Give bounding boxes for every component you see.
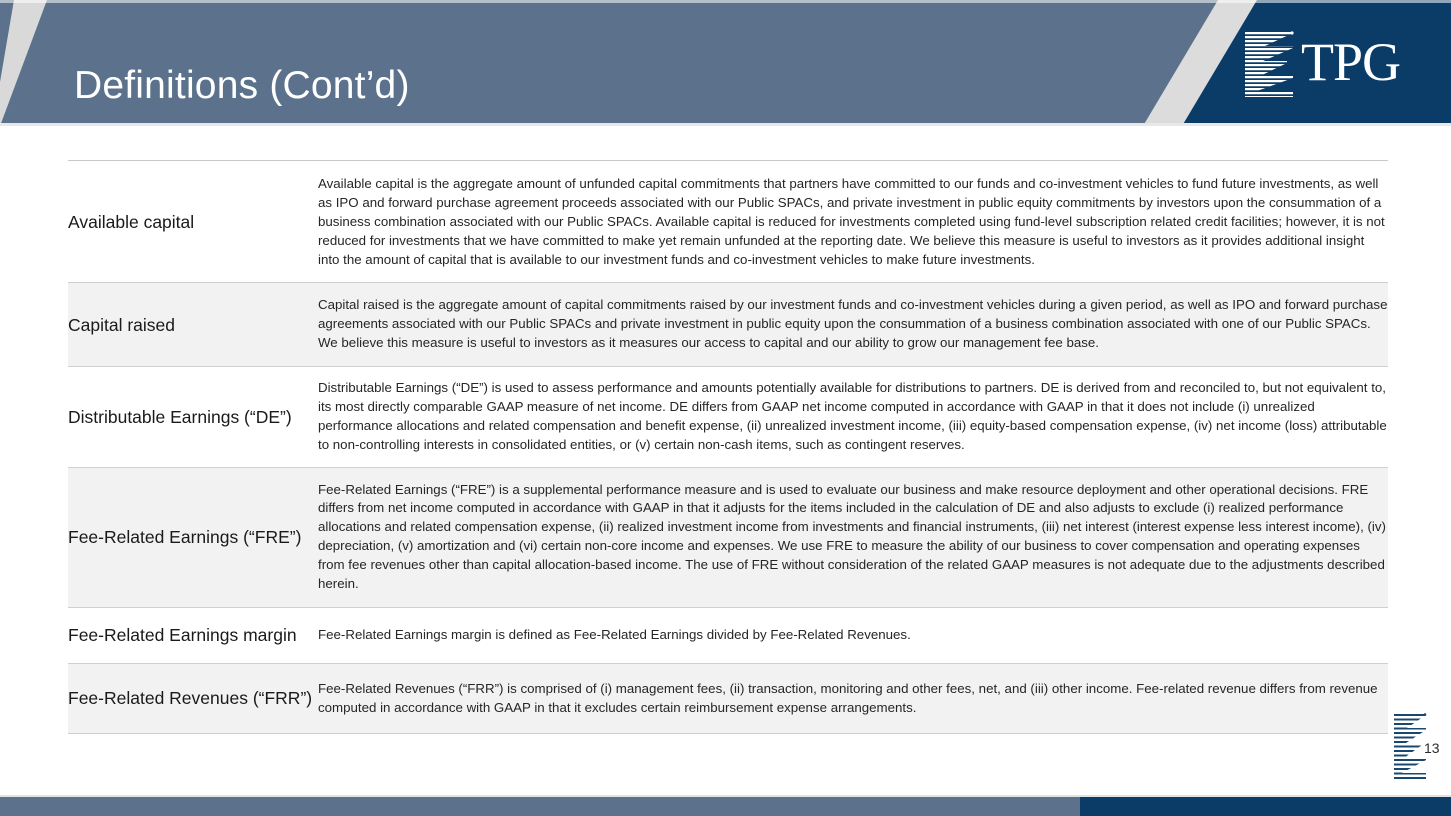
definition-term: Fee-Related Revenues (“FRR”) (68, 663, 318, 734)
definition-term: Capital raised (68, 283, 318, 367)
table-row (68, 367, 1388, 468)
page-title: Definitions (Cont’d) (74, 64, 410, 107)
footer-navy-band (1080, 795, 1451, 816)
tpg-logo (1243, 28, 1423, 100)
tpg-wordmark: TPG (1301, 32, 1401, 92)
tpg-striped-mark-icon (1243, 30, 1295, 98)
definition-text: Capital raised is the aggregate amount of capital commitments raised by our investment funds and co-investment vehicles during a given period, as well as IPO and forward purchase agreements associated with our Public SPACs and private investment in public equity upon the consummation of a business combination associated with one of our Public SPACs. We believe this measure is useful to investors as it measures our access to capital and our ability to grow our management fee base. (318, 283, 1388, 367)
definition-term: Available capital (68, 161, 318, 283)
definition-term: Fee-Related Earnings margin (68, 607, 318, 663)
page-number: 13 (1424, 740, 1440, 756)
table-row (68, 161, 1388, 283)
definition-text: Available capital is the aggregate amount of unfunded capital commitments that partners have committed to our funds and co-investment vehicles to fund future investments, as well as IPO and forward purchase agreement proceeds associated with our Public SPACs, and private investment in public equity commitments by investors upon the consummation of a business combination associated with our Public SPACs. Available capital is reduced for investments completed using fund-level subscription related credit facilities; however, it is not reduced for investments that we have committed to make yet remain unfunded at the reporting date. We believe this measure is useful to investors as it provides additional insight into the amount of capital that is available to our investment funds and co-investment vehicles to make future investments. (318, 161, 1388, 283)
definition-term: Fee-Related Earnings (“FRE”) (68, 467, 318, 607)
definition-text: Distributable Earnings (“DE”) is used to assess performance and amounts potentially available for distributions to partners. DE is derived from and reconciled to, but not equivalent to, its most directly comparable GAAP measure of net income. DE differs from GAAP net income computed in accordance with GAAP in that it does not include (i) unrealized performance allocations and related compensation and benefit expense, (ii) unrealized investment income, (iii) equity-based compensation expense, (iv) net income (loss) attributable to non-controlling interests in consolidated entities, or (v) certain non-cash items, such as contingent reserves. (318, 367, 1388, 468)
footer-top-rule (0, 795, 1451, 797)
header-top-rule (0, 0, 1451, 3)
table-row (68, 607, 1388, 663)
definition-term: Distributable Earnings (“DE”) (68, 367, 318, 468)
definitions-table (68, 160, 1388, 734)
definition-text: Fee-Related Revenues (“FRR”) is comprised of (i) management fees, (ii) transaction, monitoring and other fees, net, and (iii) other income. Fee-related revenue differs from revenue computed in accordance with GAAP in that it excludes certain reimbursement expense arrangements. (318, 663, 1388, 734)
tpg-striped-mark-small-icon (1393, 712, 1427, 780)
definition-text: Fee-Related Earnings margin is defined as Fee-Related Earnings divided by Fee-Related Revenues. (318, 607, 1388, 663)
header-bottom-rule (0, 123, 1451, 126)
definition-text: Fee-Related Earnings (“FRE”) is a supplemental performance measure and is used to evaluate our business and make resource deployment and other operational decisions. FRE differs from net income computed in accordance with GAAP in that it adjusts for the items included in the calculation of DE and also adjusts to exclude (i) realized performance allocations and related compensation expense, (ii) realized investment income from investments and financial instruments, (iii) net interest (interest expense less interest income), (iv) depreciation, (v) amortization and (vi) certain non-core income and expenses. We use FRE to measure the ability of our business to cover compensation and operating expenses from fee revenues other than capital allocation-based income. The use of FRE without consideration of the related GAAP measures is not adequate due to the adjustments described herein. (318, 467, 1388, 607)
footer-slate-band (0, 795, 1080, 816)
table-row (68, 663, 1388, 734)
table-row (68, 283, 1388, 367)
table-row (68, 467, 1388, 607)
slide-footer-bar (0, 795, 1451, 816)
